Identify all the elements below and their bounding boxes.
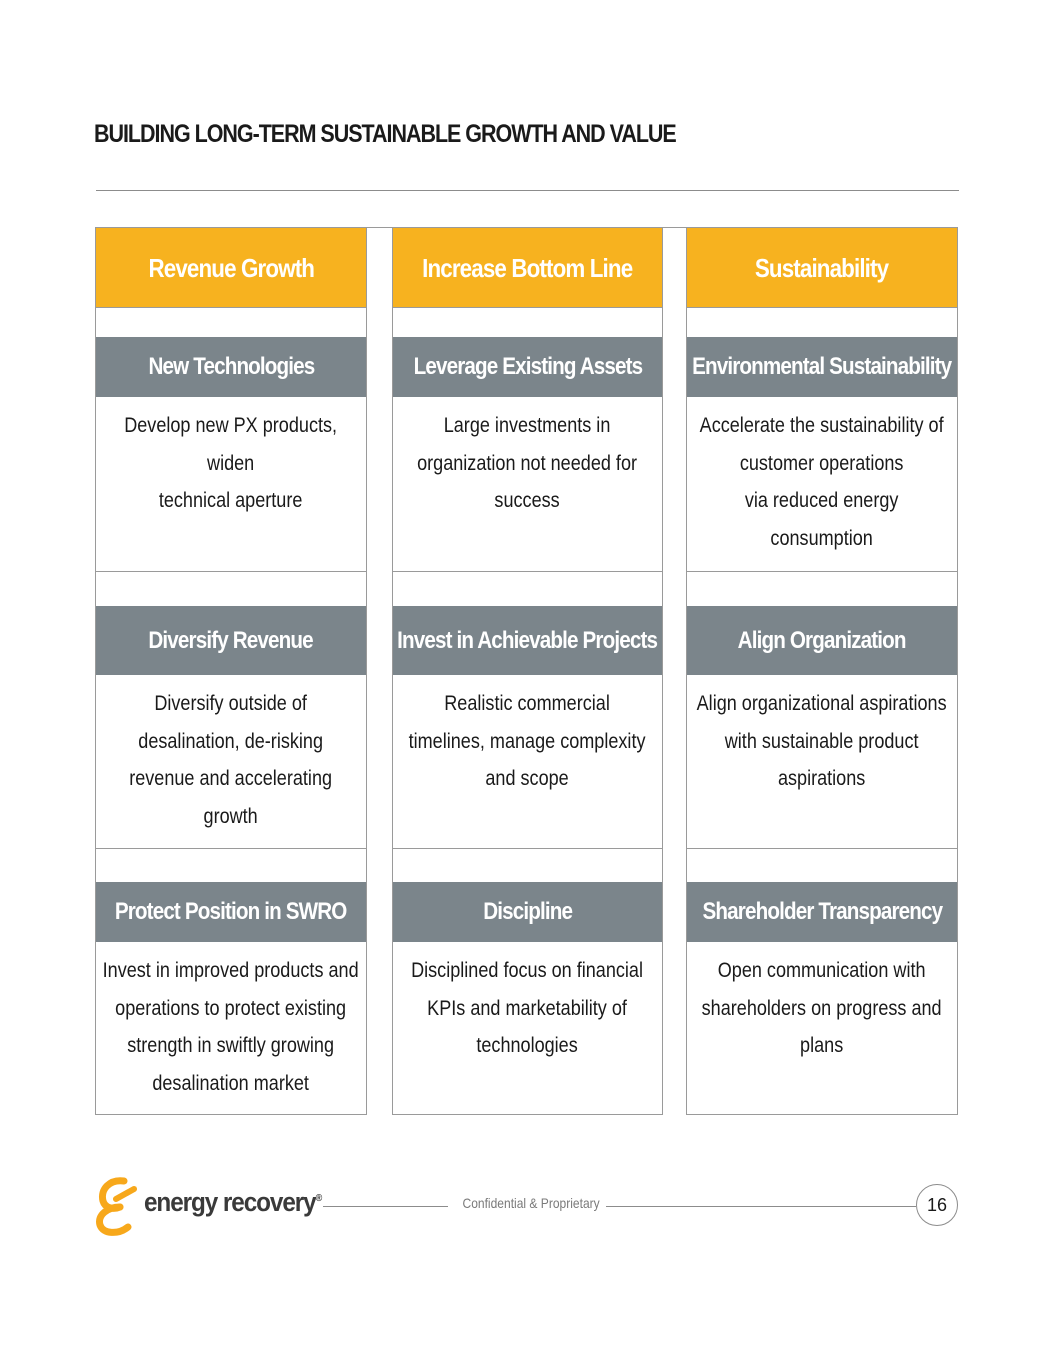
- card-body-shareholder-transparency: Open communication with shareholders on progress and plans: [702, 959, 942, 1057]
- card-header-environmental-sustainability: Environmental Sustainability: [687, 337, 957, 397]
- card-header-protect-position: Protect Position in SWRO: [96, 882, 366, 942]
- card-header-discipline: Discipline: [393, 882, 662, 942]
- title-divider: [96, 190, 959, 191]
- card-body-protect-position: Invest in improved products and operations to protect existing strength in swiftly growing desalination market: [103, 959, 360, 1095]
- row-divider: [392, 848, 663, 849]
- footer-divider-left: [323, 1206, 448, 1207]
- confidential-label: Confidential & Proprietary: [462, 1195, 600, 1211]
- page-number: 16: [916, 1184, 958, 1226]
- card-header-achievable-projects: Invest in Achievable Projects: [393, 606, 662, 675]
- row-divider: [95, 848, 367, 849]
- row-divider: [95, 571, 367, 572]
- row-divider: [392, 571, 663, 572]
- card-body-discipline: Disciplined focus on financial KPIs and marketability of technologies: [411, 959, 644, 1057]
- row-divider: [686, 571, 958, 572]
- energy-recovery-logo-mark-icon: [94, 1177, 140, 1237]
- card-body-new-technologies: Develop new PX products, widen technical aperture: [124, 414, 338, 512]
- page-title: BUILDING LONG-TERM SUSTAINABLE GROWTH AND VALUE: [94, 120, 676, 148]
- card-header-new-technologies: New Technologies: [96, 337, 366, 397]
- row-divider: [686, 307, 958, 308]
- footer-divider-right: [606, 1206, 916, 1207]
- card-body-diversify-revenue: Diversify outside of desalination, de-risking revenue and accelerating growth: [129, 692, 333, 828]
- row-divider: [95, 307, 367, 308]
- row-divider: [392, 307, 663, 308]
- row-divider: [686, 848, 958, 849]
- card-body-environmental-sustainability: Accelerate the sustainability of customer operations via reduced energy consumption: [700, 414, 944, 550]
- card-body-leverage-assets: Large investments in organization not needed for success: [417, 414, 638, 512]
- card-header-leverage-assets: Leverage Existing Assets: [393, 337, 662, 397]
- card-header-diversify-revenue: Diversify Revenue: [96, 606, 366, 675]
- card-header-align-organization: Align Organization: [687, 606, 957, 675]
- company-logo: [94, 1175, 322, 1237]
- card-body-align-organization: Align organizational aspirations with sustainable product aspirations: [697, 692, 947, 790]
- card-body-achievable-projects: Realistic commercial timelines, manage complexity and scope: [409, 692, 646, 790]
- pillar-header-bottom-line: Increase Bottom Line: [393, 228, 662, 308]
- pillar-header-revenue-growth: Revenue Growth: [96, 228, 366, 308]
- logo-wordmark: energy recovery®: [144, 1187, 322, 1217]
- grid-top-border: [95, 227, 958, 228]
- pillar-header-sustainability: Sustainability: [687, 228, 957, 308]
- card-header-shareholder-transparency: Shareholder Transparency: [687, 882, 957, 942]
